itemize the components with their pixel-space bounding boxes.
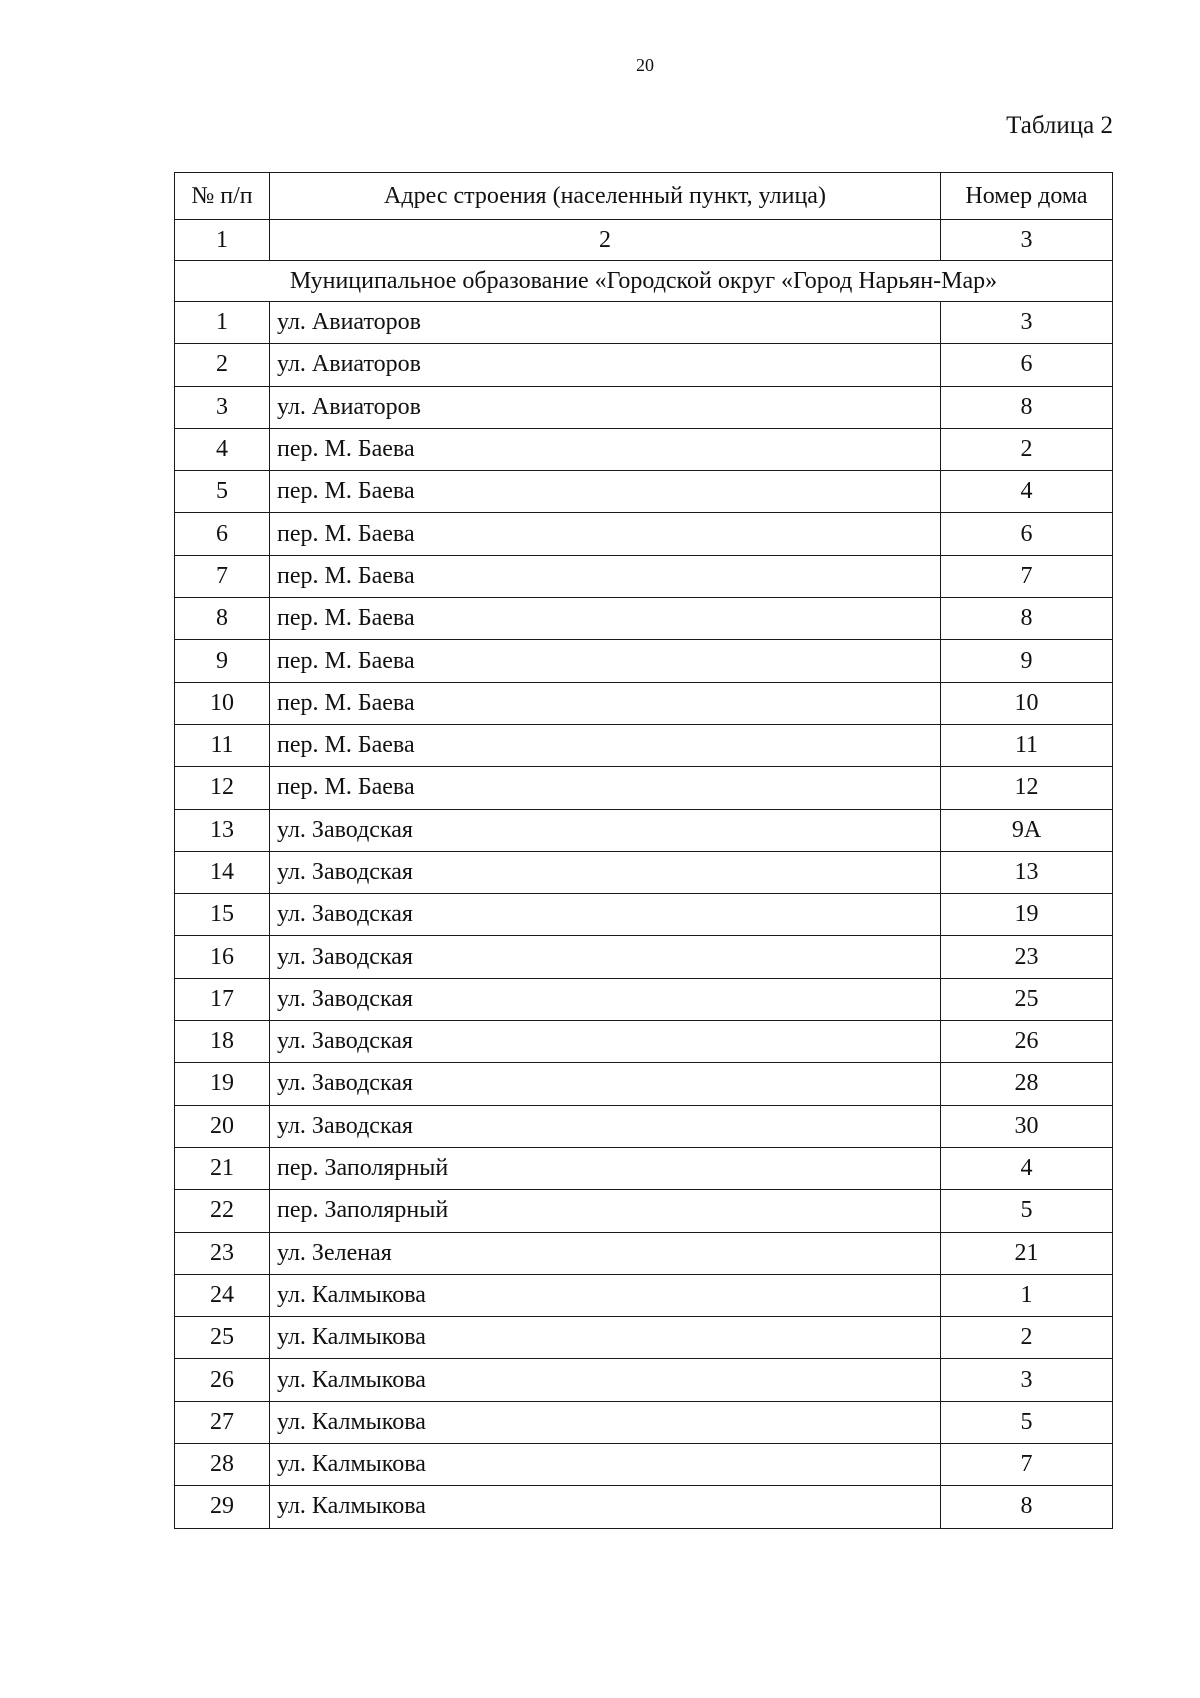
row-number: 16 [175, 936, 270, 978]
table-caption: Таблица 2 [1006, 112, 1113, 139]
table-body [175, 302, 1113, 1529]
row-number: 20 [175, 1105, 270, 1147]
row-number: 11 [175, 724, 270, 766]
row-house-number: 4 [941, 471, 1113, 513]
table-row [175, 640, 1113, 682]
table-row [175, 428, 1113, 470]
row-number: 21 [175, 1147, 270, 1189]
table-row [175, 1232, 1113, 1274]
row-address: пер. М. Баева [270, 555, 941, 597]
row-address: ул. Заводская [270, 978, 941, 1020]
table-row [175, 1274, 1113, 1316]
table-row [175, 1021, 1113, 1063]
table-row [175, 513, 1113, 555]
table-row [175, 894, 1113, 936]
row-address: ул. Заводская [270, 1063, 941, 1105]
row-house-number: 28 [941, 1063, 1113, 1105]
row-number: 10 [175, 682, 270, 724]
row-address: ул. Заводская [270, 851, 941, 893]
row-house-number: 2 [941, 428, 1113, 470]
row-house-number: 25 [941, 978, 1113, 1020]
row-address: ул. Авиаторов [270, 344, 941, 386]
row-house-number: 12 [941, 767, 1113, 809]
table-row [175, 936, 1113, 978]
table-row [175, 978, 1113, 1020]
row-number: 19 [175, 1063, 270, 1105]
table-row [175, 724, 1113, 766]
row-number: 18 [175, 1021, 270, 1063]
row-address: ул. Калмыкова [270, 1486, 941, 1528]
row-house-number: 23 [941, 936, 1113, 978]
row-number: 9 [175, 640, 270, 682]
row-number: 15 [175, 894, 270, 936]
section-title: Муниципальное образование «Городской округ «Город Нарьян-Мар» [175, 261, 1113, 302]
row-number: 28 [175, 1444, 270, 1486]
row-house-number: 5 [941, 1401, 1113, 1443]
row-number: 26 [175, 1359, 270, 1401]
row-house-number: 21 [941, 1232, 1113, 1274]
table-row [175, 1190, 1113, 1232]
row-house-number: 8 [941, 1486, 1113, 1528]
row-number: 8 [175, 598, 270, 640]
row-address: ул. Калмыкова [270, 1444, 941, 1486]
row-number: 5 [175, 471, 270, 513]
row-address: ул. Калмыкова [270, 1401, 941, 1443]
table-row [175, 767, 1113, 809]
row-number: 12 [175, 767, 270, 809]
row-house-number: 9А [941, 809, 1113, 851]
row-house-number: 9 [941, 640, 1113, 682]
row-house-number: 7 [941, 555, 1113, 597]
row-number: 13 [175, 809, 270, 851]
column-index-house: 3 [941, 220, 1113, 261]
row-house-number: 8 [941, 386, 1113, 428]
row-address: пер. М. Баева [270, 598, 941, 640]
row-number: 2 [175, 344, 270, 386]
row-number: 24 [175, 1274, 270, 1316]
column-index-row [175, 220, 1113, 261]
row-number: 3 [175, 386, 270, 428]
row-number: 1 [175, 302, 270, 344]
row-house-number: 10 [941, 682, 1113, 724]
row-address: пер. М. Баева [270, 767, 941, 809]
row-address: пер. М. Баева [270, 640, 941, 682]
row-house-number: 11 [941, 724, 1113, 766]
row-house-number: 26 [941, 1021, 1113, 1063]
row-address: ул. Авиаторов [270, 302, 941, 344]
table-row [175, 1105, 1113, 1147]
row-address: ул. Заводская [270, 936, 941, 978]
row-address: ул. Заводская [270, 809, 941, 851]
row-address: пер. М. Баева [270, 724, 941, 766]
table-row [175, 682, 1113, 724]
row-number: 6 [175, 513, 270, 555]
table-row [175, 302, 1113, 344]
row-number: 23 [175, 1232, 270, 1274]
header-num: № п/п [175, 173, 270, 220]
row-house-number: 6 [941, 513, 1113, 555]
row-address: пер. Заполярный [270, 1190, 941, 1232]
row-address: ул. Заводская [270, 1105, 941, 1147]
row-number: 27 [175, 1401, 270, 1443]
row-house-number: 2 [941, 1317, 1113, 1359]
page-number: 20 [636, 55, 654, 75]
row-address: пер. М. Баева [270, 471, 941, 513]
section-row [175, 261, 1113, 302]
row-address: ул. Калмыкова [270, 1359, 941, 1401]
row-number: 4 [175, 428, 270, 470]
row-address: ул. Заводская [270, 1021, 941, 1063]
row-house-number: 13 [941, 851, 1113, 893]
table-row [175, 1147, 1113, 1189]
row-house-number: 19 [941, 894, 1113, 936]
table-row [175, 1486, 1113, 1528]
row-address: ул. Калмыкова [270, 1274, 941, 1316]
table-row [175, 1063, 1113, 1105]
table-row [175, 809, 1113, 851]
row-number: 17 [175, 978, 270, 1020]
header-house: Номер дома [941, 173, 1113, 220]
table-row [175, 598, 1113, 640]
header-address: Адрес строения (населенный пункт, улица) [270, 173, 941, 220]
row-address: ул. Калмыкова [270, 1317, 941, 1359]
table-row [175, 1401, 1113, 1443]
row-house-number: 4 [941, 1147, 1113, 1189]
row-house-number: 3 [941, 302, 1113, 344]
row-address: ул. Заводская [270, 894, 941, 936]
row-house-number: 6 [941, 344, 1113, 386]
row-address: пер. Заполярный [270, 1147, 941, 1189]
row-number: 22 [175, 1190, 270, 1232]
table-row [175, 1317, 1113, 1359]
row-house-number: 30 [941, 1105, 1113, 1147]
table-row [175, 471, 1113, 513]
row-number: 14 [175, 851, 270, 893]
column-index-address: 2 [270, 220, 941, 261]
table-row [175, 555, 1113, 597]
table-row [175, 344, 1113, 386]
table-row [175, 1359, 1113, 1401]
address-table [174, 172, 1113, 1529]
row-address: пер. М. Баева [270, 682, 941, 724]
row-address: пер. М. Баева [270, 513, 941, 555]
row-house-number: 8 [941, 598, 1113, 640]
row-house-number: 5 [941, 1190, 1113, 1232]
row-number: 7 [175, 555, 270, 597]
row-house-number: 7 [941, 1444, 1113, 1486]
table-row [175, 386, 1113, 428]
row-number: 29 [175, 1486, 270, 1528]
row-number: 25 [175, 1317, 270, 1359]
table-row [175, 851, 1113, 893]
row-house-number: 1 [941, 1274, 1113, 1316]
row-address: пер. М. Баева [270, 428, 941, 470]
header-row [175, 173, 1113, 220]
column-index-num: 1 [175, 220, 270, 261]
row-address: ул. Зеленая [270, 1232, 941, 1274]
table-row [175, 1444, 1113, 1486]
row-address: ул. Авиаторов [270, 386, 941, 428]
row-house-number: 3 [941, 1359, 1113, 1401]
